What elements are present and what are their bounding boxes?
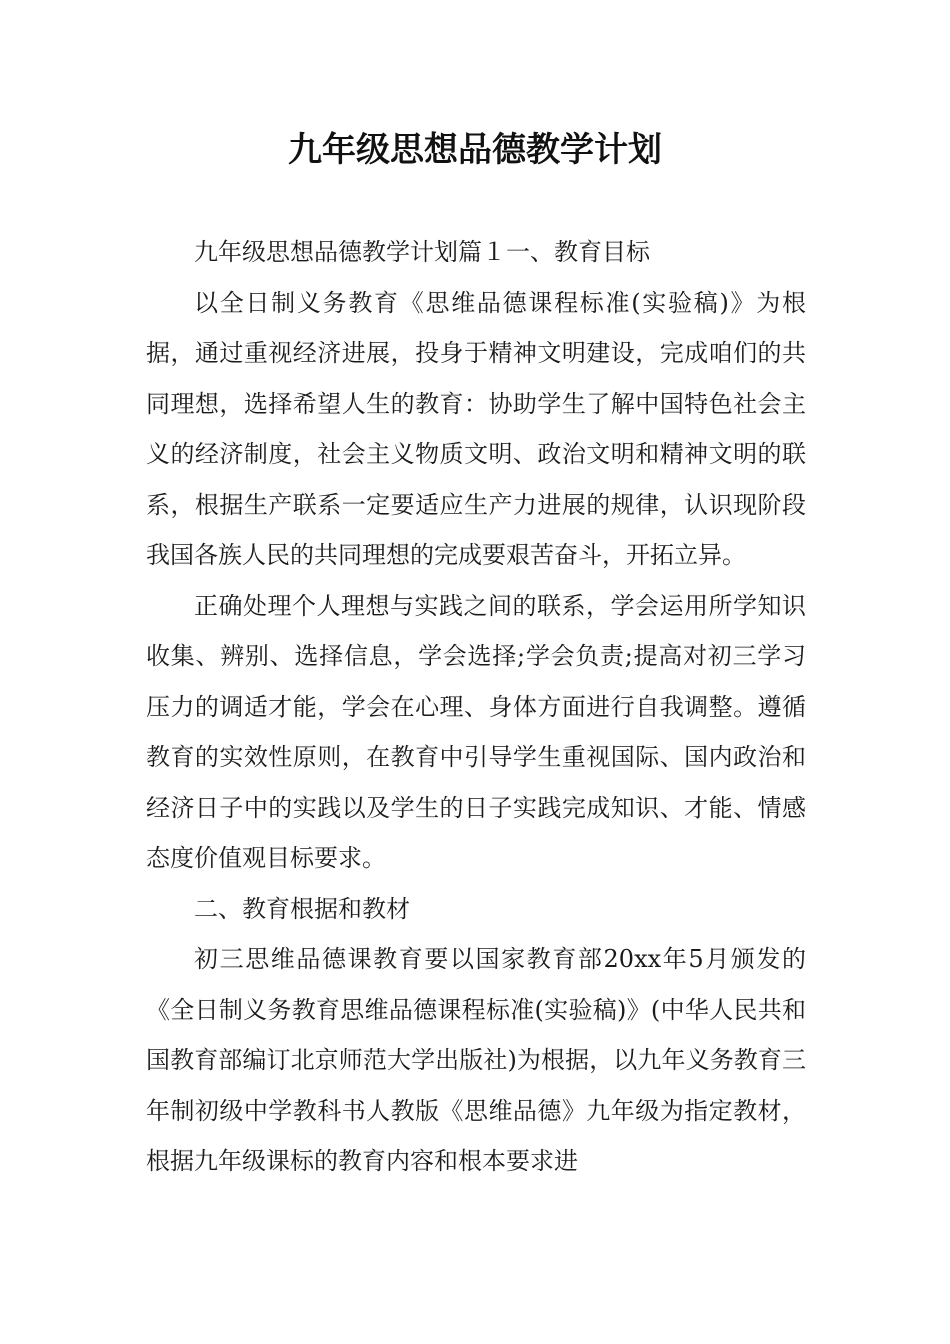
paragraph-heading-1: 九年级思想品德教学计划篇１一、教育目标 xyxy=(194,238,650,266)
paragraph: 初三思维品德课教育要以国家教育部20xx年5月颁发的《全日制义务教育思维品德课程标准(实验稿)》(中华人民共和国教育部编订北京师范大学出版社)为根据，以九年义务教育三年制初级中学教科书人教版《思维品德》九年级为指定教材，根据九年级课标的教育内容和根本要求进 xyxy=(146,945,806,1175)
paragraph: 正确处理个人理想与实践之间的联系，学会运用所学知识收集、辨别、选择信息，学会选择;学会负责;提高对初三学习压力的调适才能，学会在心理、身体方面进行自我调整。遵循教育的实效性原则，在教育中引导学生重视国际、国内政治和经济日子中的实践以及学生的日子实践完成知识、才能、情感态度价值观目标要求。 xyxy=(146,591,806,872)
document-body xyxy=(146,227,806,1187)
paragraph-heading-2: 二、教育根据和教材 xyxy=(194,894,410,923)
document-title: 九年级思想品德教学计划 xyxy=(288,130,662,170)
paragraph: 以全日制义务教育《思维品德课程标准(实验稿)》为根据，通过重视经济进展，投身于精神文明建设，完成咱们的共同理想，选择希望人生的教育：协助学生了解中国特色社会主义的经济制度，社会主义物质文明、政治文明和精神文明的联系，根据生产联系一定要适应生产力进展的规律，认识现阶段我国各族人民的共同理想的完成要艰苦奋斗，开拓立异。 xyxy=(146,288,806,569)
